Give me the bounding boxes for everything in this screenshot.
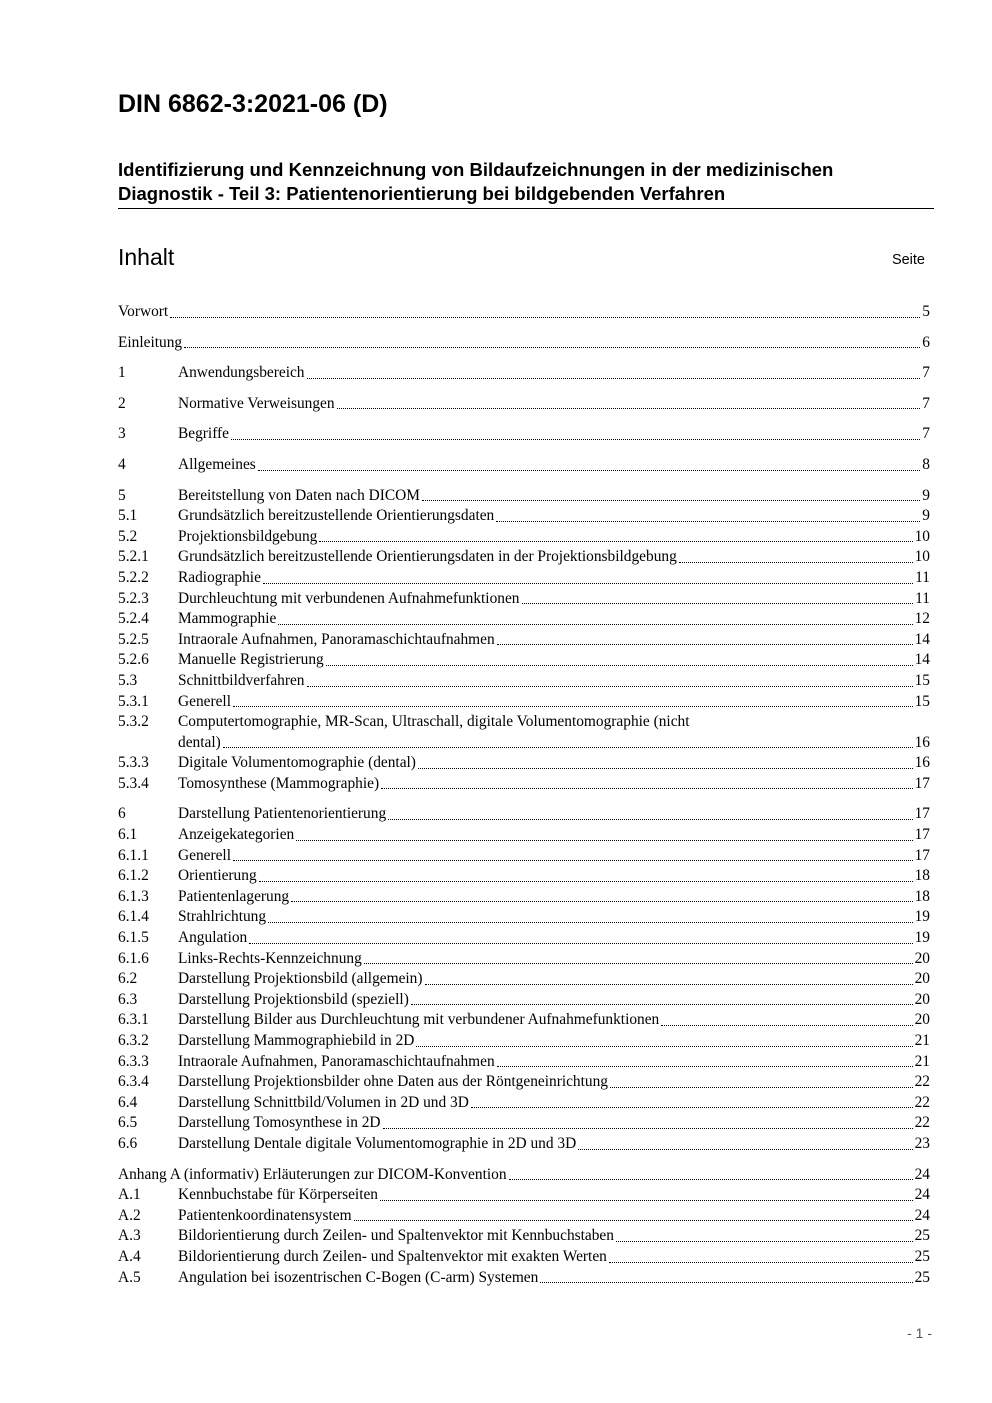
dot-leader [497,1055,913,1067]
toc-entry[interactable] [118,1268,930,1289]
toc-entry[interactable] [118,1072,930,1093]
toc-entry[interactable] [118,907,930,928]
toc-entry[interactable] [118,1010,930,1031]
toc-entry-title: Generell [178,692,231,710]
dot-leader [278,613,912,625]
dot-leader [679,551,913,563]
toc-entry-number: 5.2 [118,527,138,545]
toc-entry-number: 5.2.6 [118,651,149,669]
toc-entry-number: 6 [118,805,126,823]
toc-entry-page: 18 [914,867,930,885]
dot-leader [249,932,912,944]
toc-entry-number: 5.3.1 [118,692,149,710]
toc-heading: Inhalt [118,244,175,270]
dot-leader [610,1076,913,1088]
dot-leader [416,1035,912,1047]
toc-entry-title: Patientenlagerung [178,887,290,905]
toc-entry[interactable] [118,671,930,692]
toc-entry-title: Darstellung Patientenorientierung [178,805,387,823]
toc-entry-title: Mammographie [178,610,277,628]
toc-entry-number: 5.2.4 [118,610,149,628]
toc-entry[interactable] [118,774,930,795]
toc-entry-title: Einleitung [118,333,183,351]
toc-entry-page: 22 [914,1114,930,1132]
toc-entry-title: Projektionsbildgebung [178,527,318,545]
document-title-line: Identifizierung und Kennzeichnung von Bildaufzeichnungen in der medizinischen [118,159,834,180]
dot-leader [263,572,913,584]
toc-entry-number: 4 [118,455,126,473]
toc-entry-page: 7 [922,394,930,412]
toc-entry-page: 21 [914,1052,930,1070]
toc-entry-title: Generell [178,846,231,864]
toc-entry[interactable] [118,804,930,825]
dot-leader [268,911,913,923]
toc-entry-title: Intraorale Aufnahmen, Panoramaschichtaufnahmen [178,1052,495,1070]
toc-entry[interactable] [118,486,930,507]
table-of-contents [118,302,930,1288]
toc-entry-title: Bildorientierung durch Zeilen- und Spaltenvektor mit exakten Werten [178,1247,607,1265]
dot-leader [661,1014,912,1026]
toc-entry-number: 6.3 [118,990,138,1008]
toc-entry-number: 5.3.2 [118,713,149,731]
toc-entry[interactable] [118,1093,930,1114]
toc-entry-number: 6.1.1 [118,846,149,864]
toc-entry[interactable] [118,990,930,1011]
toc-entry-title: Orientierung [178,867,257,885]
toc-entry-page: 25 [914,1227,930,1245]
toc-entry[interactable] [118,1113,930,1134]
toc-entry-number: A.2 [118,1206,141,1224]
dot-leader [509,1168,913,1180]
toc-entry-number: 5.1 [118,507,138,525]
toc-entry-number: 6.6 [118,1134,138,1152]
toc-entry-number: 6.2 [118,970,138,988]
toc-entry-number: 5.2.1 [118,548,149,566]
toc-entry-number: 6.3.4 [118,1073,149,1091]
toc-entry-number: 5.2.5 [118,630,149,648]
toc-entry-page: 6 [922,333,930,351]
toc-entry[interactable] [118,712,930,733]
toc-entry-page: 11 [915,589,930,607]
dot-leader [425,973,913,985]
toc-entry-number: 6.3.2 [118,1032,149,1049]
toc-entry-title: Durchleuchtung mit verbundenen Aufnahmefunktionen [178,589,520,607]
toc-entry-title: Grundsätzlich bereitzustellende Orientierungsdaten [178,507,495,525]
toc-entry[interactable] [118,1165,930,1186]
toc-entry-page: 22 [914,1073,930,1091]
toc-entry-page: 19 [914,929,930,947]
dot-leader [184,336,920,348]
toc-entry-title: dental) [178,733,221,751]
toc-entry[interactable] [118,333,930,354]
toc-entry-page: 17 [914,774,930,792]
toc-entry-number: 2 [118,394,126,412]
dot-leader [307,675,913,687]
toc-entry[interactable] [118,887,930,908]
dot-leader [223,736,913,748]
toc-entry-page: 23 [914,1134,930,1152]
toc-entry[interactable] [118,589,930,610]
dot-leader [231,428,920,440]
toc-entry-number: 5.3.4 [118,774,149,792]
toc-entry-page: 7 [922,364,930,382]
toc-entry-page: 25 [914,1247,930,1265]
toc-entry-title: Manuelle Registrierung [178,651,324,669]
toc-entry-title: Kennbuchstabe für Körperseiten [178,1186,379,1204]
toc-entry-number: 5 [118,486,126,504]
toc-entry-number: 6.4 [118,1093,138,1111]
dot-leader [259,870,913,882]
toc-entry[interactable] [118,969,930,990]
toc-entry-page: 8 [922,455,930,473]
toc-entry-title: Begriffe [178,425,229,443]
toc-entry-number: 6.3.1 [118,1011,149,1029]
dot-leader [364,952,913,964]
toc-entry[interactable] [118,928,930,949]
dot-leader [296,829,912,841]
toc-entry-page: 20 [914,990,930,1008]
toc-entry[interactable] [118,650,930,671]
toc-entry-title: Darstellung Schnittbild/Volumen in 2D und 3D [178,1093,469,1111]
toc-entry-title: Digitale Volumentomographie (dental) [178,754,416,772]
toc-page-label: Seite [891,252,925,268]
document-title-line: Diagnostik - Teil 3: Patientenorientierung bei bildgebenden Verfahren [118,183,726,204]
toc-entry[interactable] [118,1134,930,1155]
toc-entry[interactable] [118,527,930,548]
toc-entry-page: 22 [914,1093,930,1111]
toc-entry-title: Anzeigekategorien [178,826,295,844]
toc-entry-title: Tomosynthese (Mammographie) [178,774,380,792]
toc-entry-page: 15 [914,671,930,689]
toc-entry-continuation[interactable] [118,733,930,754]
dot-leader [307,367,921,379]
toc-entry[interactable] [118,1226,930,1247]
toc-entry-title: Schnittbildverfahren [178,671,305,689]
toc-entry-title: Angulation bei isozentrischen C-Bogen (C-arm) Systemen [178,1268,539,1286]
toc-entry-number: 6.1.6 [118,949,149,967]
toc-entry[interactable] [118,866,930,887]
toc-entry[interactable] [118,302,930,323]
toc-entry-page: 14 [914,651,930,669]
toc-entry-number: 6.5 [118,1114,138,1132]
toc-entry[interactable] [118,825,930,846]
toc-entry-title: Bereitstellung von Daten nach DICOM [178,486,420,504]
page-number: - 1 - [907,1325,932,1341]
toc-entry[interactable] [118,547,930,568]
dot-leader [411,993,913,1005]
dot-leader [326,654,913,666]
dot-leader [422,489,920,501]
toc-entry-number: 6.1.5 [118,929,149,947]
dot-leader [354,1209,913,1221]
toc-entry-number: 5.3.3 [118,754,149,772]
dot-leader [578,1138,912,1150]
toc-entry[interactable] [118,846,930,867]
toc-entry-number: 6.3.3 [118,1052,149,1070]
toc-entry-title: Computertomographie, MR-Scan, Ultraschall, digitale Volumentomographie (nicht [178,713,690,731]
toc-entry-number: 6.1.3 [118,887,149,905]
toc-entry[interactable] [118,630,930,651]
dot-leader [233,695,913,707]
toc-entry-page: 20 [914,970,930,988]
toc-entry-page: 10 [914,527,930,545]
toc-entry-number: A.3 [118,1227,141,1245]
toc-entry-page: 21 [914,1032,930,1049]
toc-entry-title: Intraorale Aufnahmen, Panoramaschichtaufnahmen [178,630,495,648]
toc-entry-number: A.5 [118,1268,141,1286]
toc-entry-title: Angulation [178,929,248,947]
dot-leader [170,306,920,318]
toc-entry-title: Strahlrichtung [178,908,267,926]
toc-entry[interactable] [118,394,930,415]
toc-entry-title: Anwendungsbereich [178,364,305,382]
toc-entry-title: Darstellung Dentale digitale Volumentomographie in 2D und 3D [178,1134,577,1152]
toc-entry-page: 10 [914,548,930,566]
document-id: DIN 6862-3:2021-06 (D) [118,90,388,118]
dot-leader [540,1271,912,1283]
dot-leader [380,1189,913,1201]
toc-entry-title: Darstellung Tomosynthese in 2D [178,1114,381,1132]
toc-entry-title: Darstellung Projektionsbild (speziell) [178,990,409,1008]
toc-entry-page: 17 [914,846,930,864]
dot-leader [418,757,913,769]
toc-entry-title: Darstellung Bilder aus Durchleuchtung mit verbundener Aufnahmefunktionen [178,1011,660,1029]
toc-entry-number: A.1 [118,1186,141,1204]
toc-entry-page: 5 [922,303,930,320]
dot-leader [233,849,913,861]
toc-entry-title: Allgemeines [178,455,256,473]
toc-entry-title: Vorwort [118,303,169,320]
dot-leader [471,1096,913,1108]
document-title [118,158,934,209]
toc-entry-page: 18 [914,887,930,905]
toc-entry-number: A.4 [118,1247,141,1265]
toc-entry-page: 9 [922,486,930,504]
toc-entry-title: Patientenkoordinatensystem [178,1206,352,1224]
toc-entry-page: 15 [914,692,930,710]
toc-entry-page: 14 [914,630,930,648]
toc-entry[interactable] [118,1031,930,1052]
dot-leader [381,777,913,789]
toc-entry-page: 24 [914,1165,930,1183]
toc-entry[interactable] [118,1206,930,1227]
dot-leader [616,1230,913,1242]
toc-entry[interactable] [118,753,930,774]
dot-leader [319,530,912,542]
toc-entry-page: 20 [914,1011,930,1029]
toc-entry-number: 5.2.3 [118,589,149,607]
toc-entry-title: Darstellung Projektionsbild (allgemein) [178,970,423,988]
toc-entry[interactable] [118,455,930,476]
toc-entry-page: 20 [914,949,930,967]
toc-entry-number: 1 [118,364,126,382]
dot-leader [383,1117,913,1129]
dot-leader [496,510,920,522]
toc-entry-title: Darstellung Projektionsbilder ohne Daten aus der Röntgeneinrichtung [178,1073,608,1091]
toc-entry-number: 6.1.2 [118,867,149,885]
toc-entry-page: 11 [915,568,930,586]
toc-entry-page: 24 [914,1206,930,1224]
toc-entry[interactable] [118,363,930,384]
toc-entry-page: 19 [914,908,930,926]
toc-entry[interactable] [118,1247,930,1268]
toc-entry[interactable] [118,692,930,713]
toc-entry[interactable] [118,609,930,630]
toc-entry-number: 3 [118,425,126,443]
toc-entry-title: Radiographie [178,568,261,586]
toc-entry[interactable] [118,949,930,970]
toc-entry-page: 16 [914,733,930,751]
toc-entry[interactable] [118,1185,930,1206]
toc-entry-title: Darstellung Mammographiebild in 2D [178,1032,415,1049]
toc-entry-page: 16 [914,754,930,772]
toc-entry[interactable] [118,506,930,527]
toc-entry-page: 25 [914,1268,930,1286]
dot-leader [497,633,913,645]
dot-leader [291,890,912,902]
toc-entry-page: 9 [922,507,930,525]
toc-entry[interactable] [118,568,930,589]
toc-entry-title: Anhang A (informativ) Erläuterungen zur DICOM-Konvention [118,1165,507,1183]
toc-entry-page: 24 [914,1186,930,1204]
toc-entry-page: 17 [914,805,930,823]
toc-entry-title: Links-Rechts-Kennzeichnung [178,949,362,967]
toc-entry-number: 5.3 [118,671,138,689]
dot-leader [522,592,914,604]
toc-entry-number: 6.1.4 [118,908,149,926]
dot-leader [337,397,921,409]
toc-entry[interactable] [118,424,930,445]
toc-entry-title: Grundsätzlich bereitzustellende Orientierungsdaten in der Projektionsbildgebung [178,548,677,566]
dot-leader [609,1251,913,1263]
toc-entry-number: 5.2.2 [118,568,149,586]
toc-entry-page: 12 [914,610,930,628]
toc-entry-page: 7 [922,425,930,443]
toc-entry-page: 17 [914,826,930,844]
toc-entry-number: 6.1 [118,826,138,844]
toc-entry-title: Normative Verweisungen [178,394,335,412]
toc-entry[interactable] [118,1052,930,1073]
dot-leader [258,459,921,471]
toc-entry-title: Bildorientierung durch Zeilen- und Spaltenvektor mit Kennbuchstaben [178,1227,614,1245]
dot-leader [388,808,912,820]
